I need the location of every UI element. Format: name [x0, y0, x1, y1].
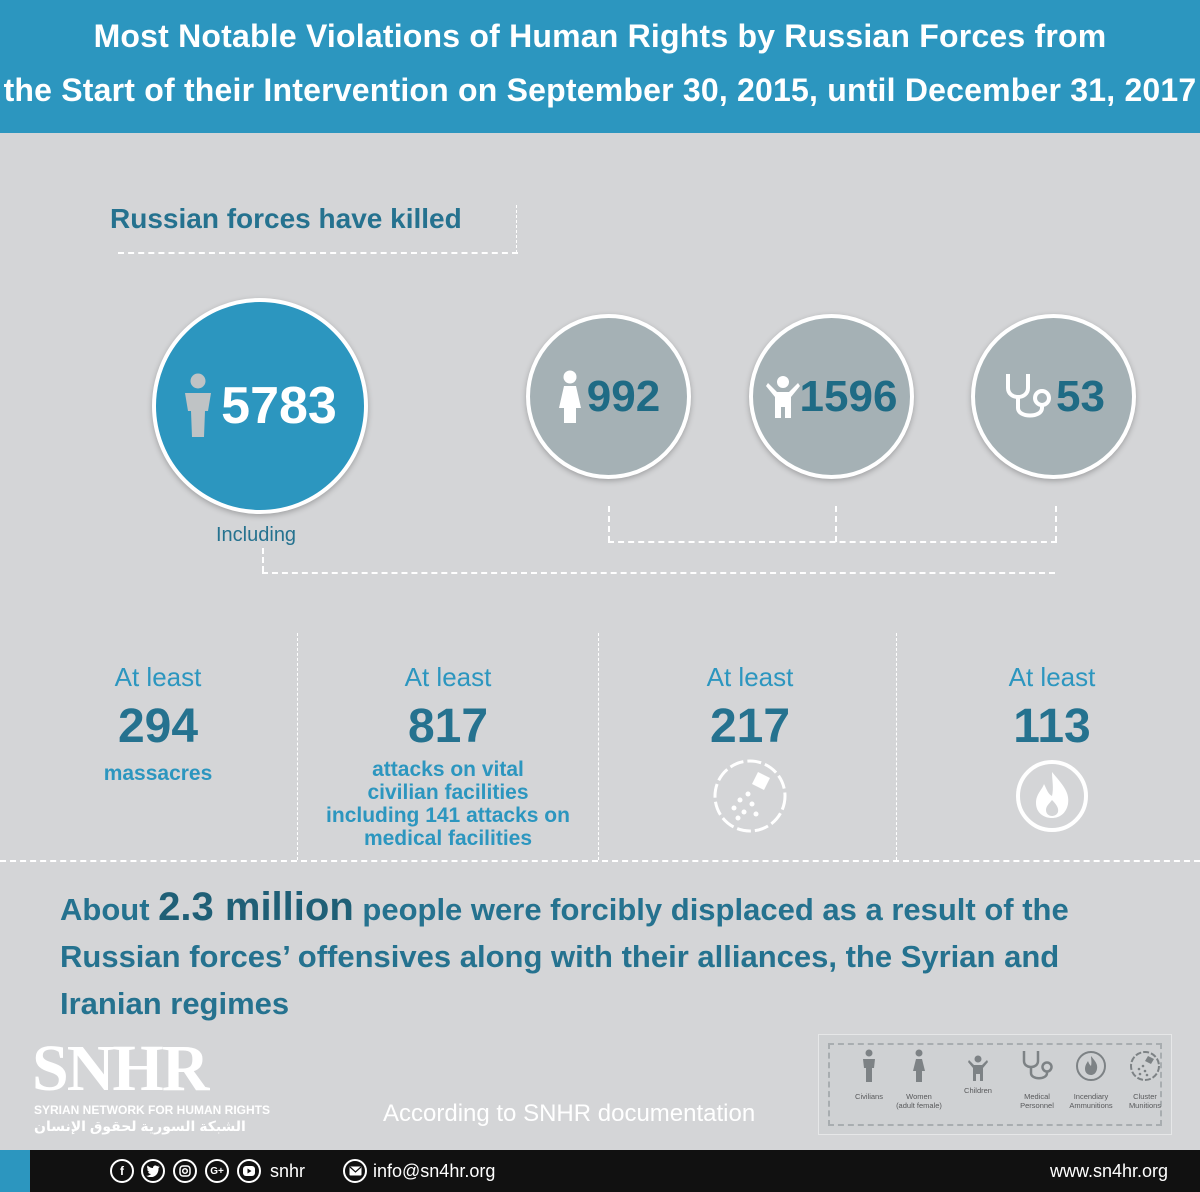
facebook-icon[interactable]: f	[110, 1159, 134, 1183]
stethoscope-icon	[1002, 370, 1054, 424]
displacement-amount: 2.3 million	[158, 885, 354, 929]
source-note: According to SNHR documentation	[383, 1100, 756, 1127]
cluster-icon	[1129, 1049, 1161, 1083]
stat-value: 294	[117, 700, 199, 753]
stat-value: 113	[1013, 700, 1091, 753]
title-line-1: Most Notable Violations of Human Rights by Russian Forces from	[93, 18, 1107, 54]
social-handle[interactable]: snhr	[270, 1161, 306, 1181]
connector	[262, 572, 1055, 574]
website-link[interactable]: www.sn4hr.org	[1050, 1161, 1169, 1181]
stat-value: 817	[407, 700, 489, 753]
icon-legend	[818, 1034, 1172, 1135]
stat-incendiary	[952, 662, 1152, 839]
stat-vital-facilities	[298, 662, 598, 850]
legend-cluster: Cluster Munitions	[1115, 1049, 1175, 1110]
instagram-icon[interactable]	[173, 1159, 197, 1183]
cluster-munitions-icon	[712, 758, 788, 834]
legend-children: Children	[948, 1049, 1008, 1095]
column-divider	[896, 633, 897, 860]
stat-value: 217	[709, 700, 791, 753]
fire-icon	[1075, 1049, 1107, 1083]
women-killed-circle	[526, 314, 691, 479]
title-line-2: the Start of their Intervention on September 30, 2015, until December 31, 2017	[3, 72, 1197, 108]
logo-subtitle-ar: الشبكة السورية لحقوق الإنسان	[34, 1118, 246, 1134]
including-label: Including	[216, 524, 297, 546]
stat-desc: massacres	[103, 762, 213, 785]
medical-killed-circle	[971, 314, 1136, 479]
civilian-icon	[183, 373, 213, 439]
women-killed-value: 992	[586, 371, 661, 421]
at-least-label: At least	[404, 662, 492, 692]
footer-accent	[0, 1150, 30, 1192]
child-icon	[968, 1055, 988, 1089]
section-divider	[0, 860, 1200, 862]
legend-medical: Medical Personnel	[1007, 1049, 1067, 1110]
children-killed-value: 1596	[799, 371, 898, 421]
title-divider	[516, 205, 517, 253]
stat-desc: attacks on vital civilian facilities including 141 attacks on medical facilities	[326, 758, 570, 850]
youtube-icon[interactable]	[237, 1159, 261, 1183]
twitter-icon[interactable]	[141, 1159, 165, 1183]
at-least-label: At least	[1008, 662, 1096, 692]
at-least-label: At least	[706, 662, 794, 692]
stat-massacres	[58, 662, 258, 785]
child-icon	[766, 375, 800, 419]
stethoscope-icon	[1020, 1049, 1054, 1083]
connector	[262, 548, 264, 572]
legend-civilians: Civilians	[839, 1049, 899, 1101]
medical-killed-value: 53	[1056, 371, 1105, 421]
stat-cluster-munitions	[650, 662, 850, 839]
snhr-logo: SNHR	[32, 1032, 208, 1105]
civilian-icon	[862, 1049, 876, 1083]
header-banner	[0, 0, 1200, 133]
legend-women: Women (adult female)	[889, 1049, 949, 1110]
children-killed-circle	[749, 314, 914, 479]
displacement-statement: About 2.3 million people were forcibly displaced as a result of the Russian forces’ offensives along with their alliances, the Syrian and Iranian regimes	[60, 885, 1069, 1021]
connector	[835, 506, 837, 542]
connector	[608, 541, 1057, 543]
incendiary-fire-icon	[1014, 758, 1090, 834]
total-killed-value: 5783	[221, 377, 337, 435]
woman-icon	[557, 370, 583, 424]
connector	[608, 506, 610, 542]
killed-title: Russian forces have killed	[110, 203, 462, 234]
at-least-label: At least	[114, 662, 202, 692]
total-killed-circle	[152, 298, 368, 514]
email-icon	[343, 1159, 367, 1183]
legend-incendiary: Incendiary Ammunitions	[1061, 1049, 1121, 1110]
title-underline	[118, 252, 518, 254]
connector	[1055, 506, 1057, 542]
logo-subtitle-en: SYRIAN NETWORK FOR HUMAN RIGHTS	[34, 1103, 270, 1117]
woman-icon	[912, 1049, 926, 1083]
column-divider	[598, 633, 599, 860]
email-link[interactable]: info@sn4hr.org	[373, 1161, 496, 1181]
google-plus-icon[interactable]: G+	[205, 1159, 229, 1183]
